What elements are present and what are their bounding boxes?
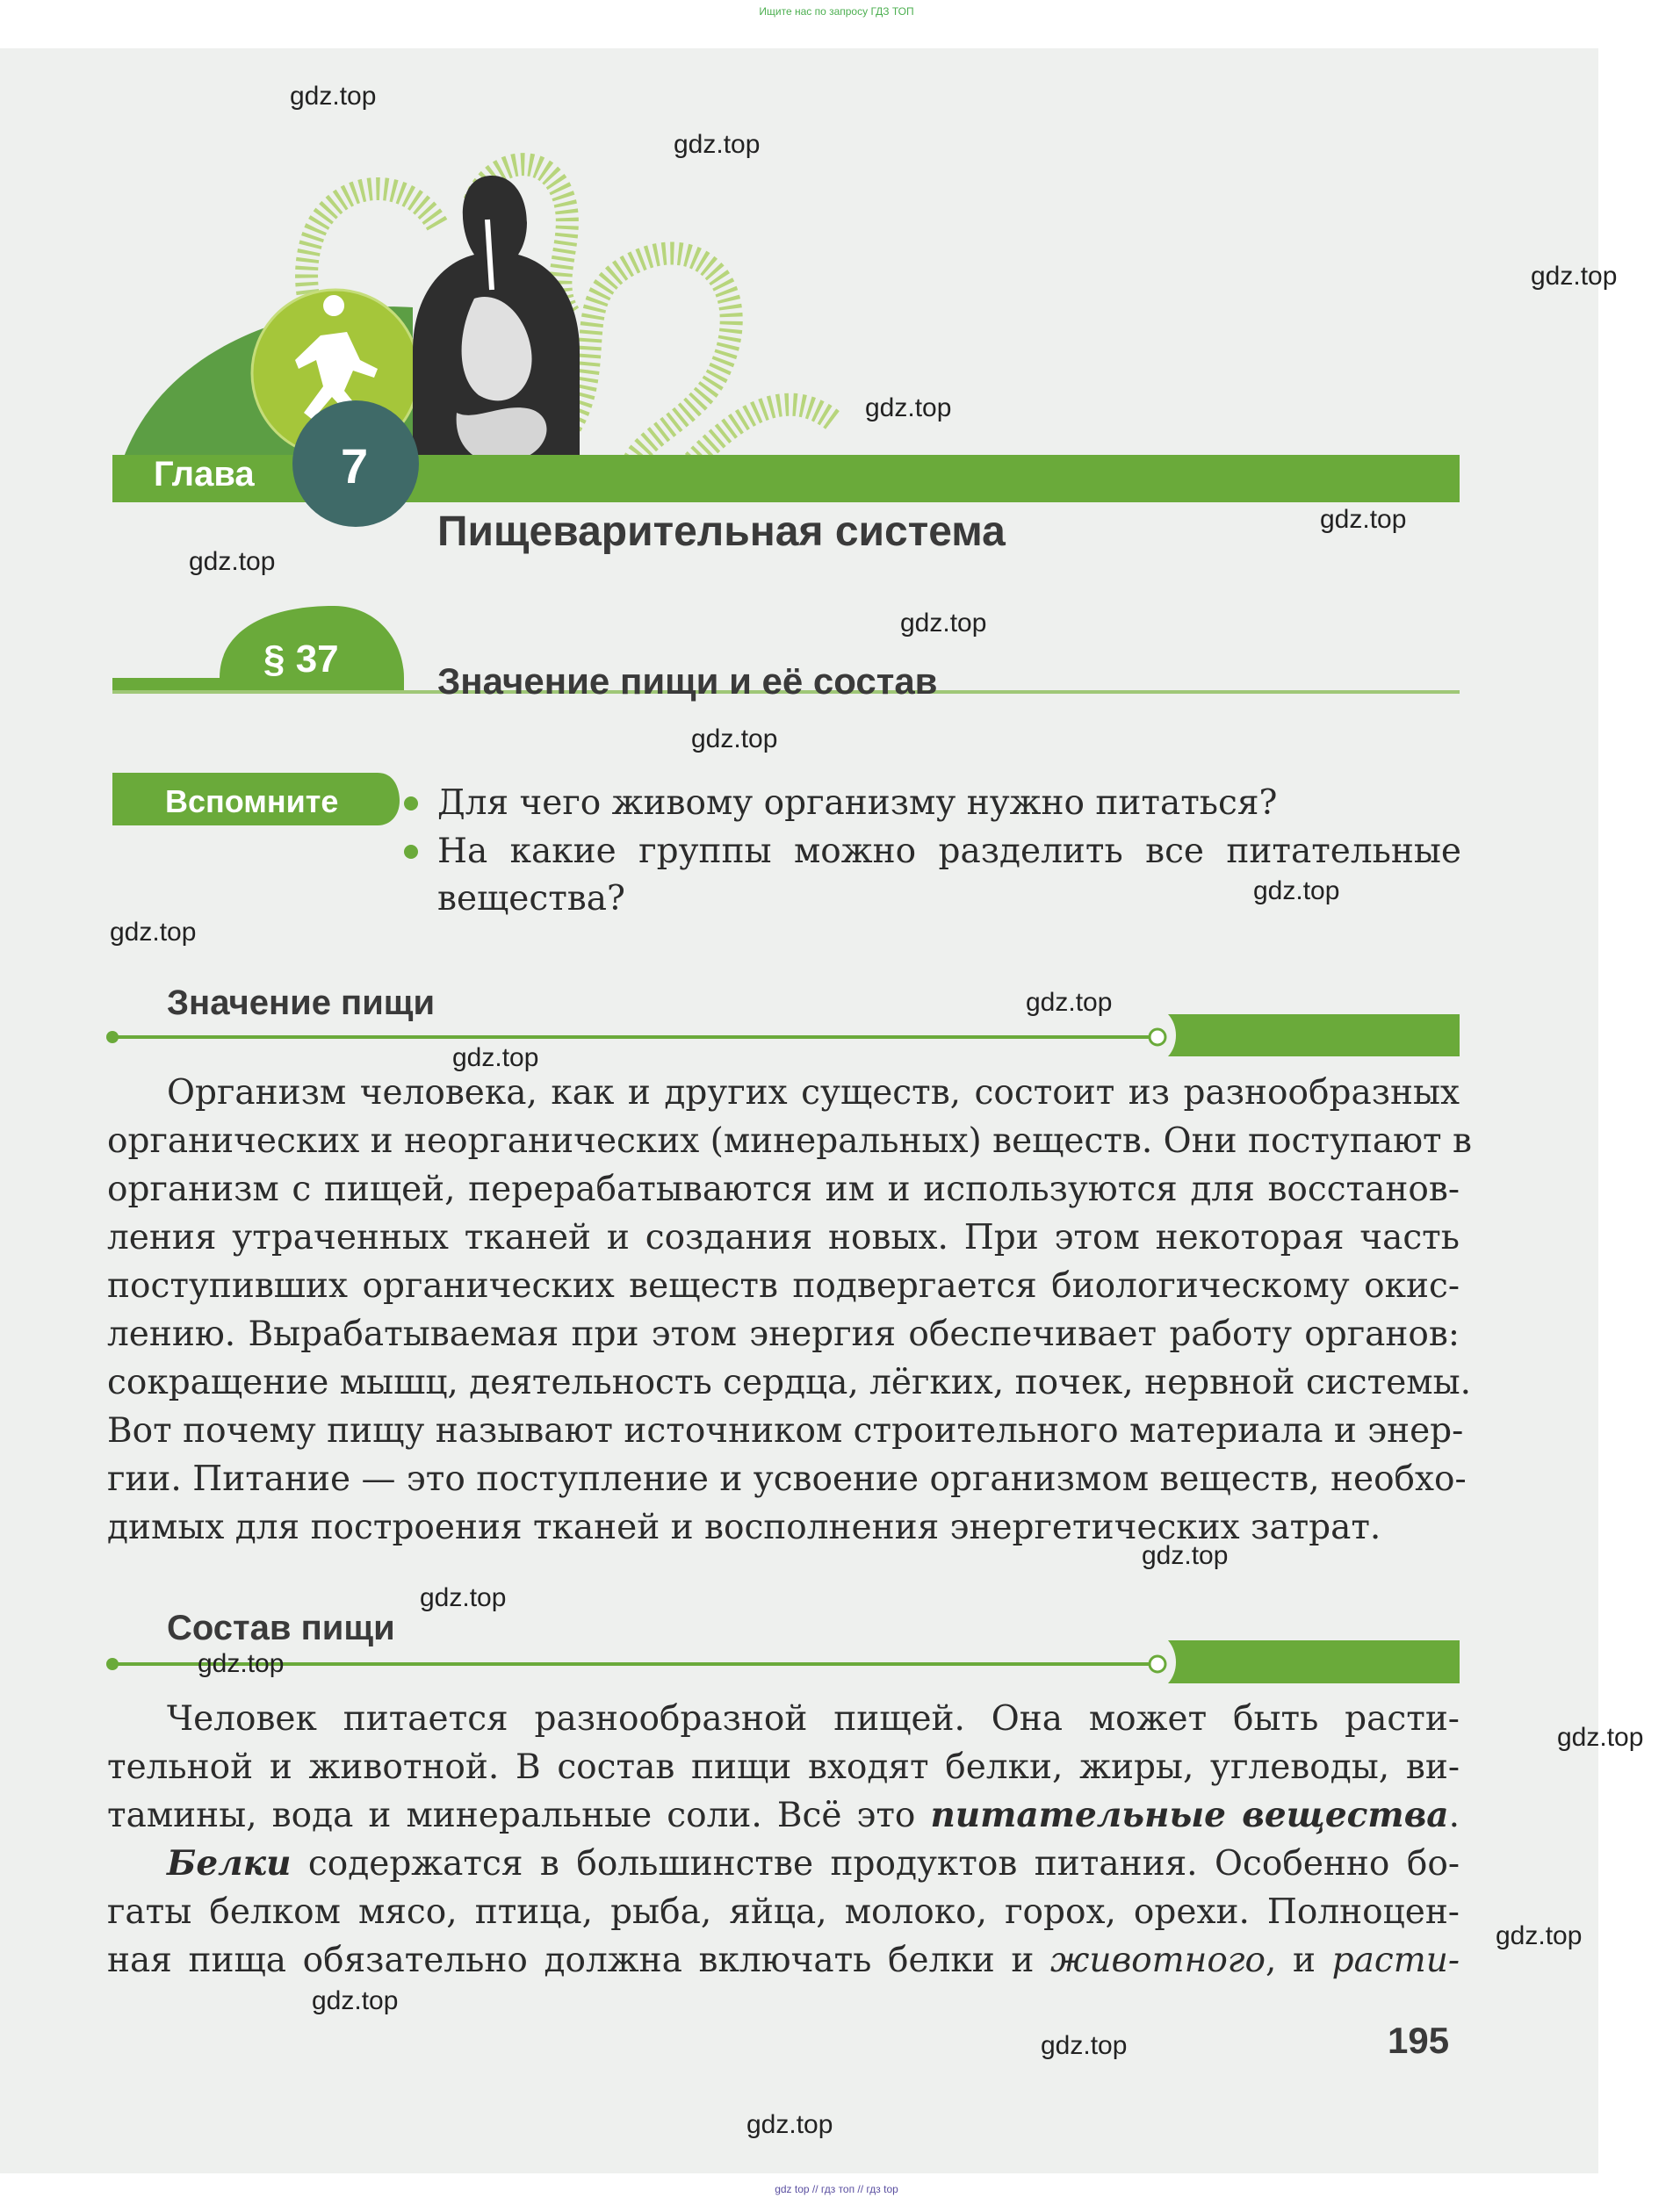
- watermark: gdz.top: [1320, 505, 1407, 534]
- text-line: гаты белком мясо, птица, рыба, яйца, молоко, горох, орехи. Полноцен-: [107, 1892, 1460, 1932]
- paragraph-number: § 37: [263, 638, 339, 681]
- watermark: gdz.top: [1142, 1541, 1229, 1570]
- text-span: .: [1448, 1796, 1460, 1835]
- recall-question-2: На какие группы можно разделить все питательные: [437, 832, 1461, 871]
- term-nutrients: питательные вещества: [930, 1795, 1449, 1835]
- chapter-label: Глава: [154, 455, 255, 494]
- watermark: gdz.top: [691, 724, 778, 753]
- watermark: gdz.top: [1531, 262, 1618, 291]
- watermark: gdz.top: [900, 609, 987, 638]
- chapter-title: Пищеварительная система: [437, 508, 1006, 555]
- text-line: тельной и животной. В состав пищи входят белки, жиры, углеводы, ви-: [107, 1747, 1460, 1787]
- recall-question-2-cont: вещества?: [437, 879, 625, 919]
- text-line: ления утраченных тканей и создания новых. При этом некоторая часть: [107, 1218, 1460, 1257]
- section-heading-composition: Состав пищи: [167, 1609, 395, 1647]
- watermark: gdz.top: [865, 393, 952, 422]
- text-line: [167, 1840, 1460, 1888]
- watermark: gdz.top: [110, 918, 197, 947]
- term-animal: животного: [1050, 1941, 1266, 1980]
- watermark: gdz.top: [290, 82, 377, 111]
- text-line: димых для построения тканей и восполнения энергетических затрат.: [107, 1508, 1381, 1547]
- text-line: Вот почему пищу называют источником строительного материала и энер-: [107, 1411, 1464, 1451]
- chapter-number: 7: [341, 438, 369, 494]
- watermark: gdz.top: [1041, 2031, 1128, 2060]
- watermark: gdz.top: [312, 1986, 399, 2015]
- watermark: gdz.top: [198, 1649, 285, 1678]
- watermark: gdz.top: [746, 2110, 833, 2139]
- recall-bullet-2: [404, 845, 418, 859]
- text-line: органических и неорганических (минеральных) веществ. Они поступают в: [107, 1121, 1472, 1161]
- watermark: gdz.top: [1253, 876, 1340, 905]
- text-span: , и: [1266, 1941, 1332, 1980]
- watermark: gdz.top: [1557, 1723, 1644, 1752]
- text-line: гии. Питание — это поступление и усвоение организмом веществ, необхо-: [107, 1459, 1467, 1499]
- text-span: ная пища обязательно должна включать белки и: [107, 1941, 1051, 1980]
- recall-question-1: Для чего живому организму нужно питаться?: [437, 783, 1278, 823]
- section-heading-importance: Значение пищи: [167, 984, 436, 1022]
- recall-bullet-1: [404, 796, 418, 811]
- watermark: gdz.top: [420, 1583, 507, 1612]
- watermark: gdz.top: [452, 1043, 539, 1072]
- text-line: лению. Вырабатываемая при этом энергия обеспечивает работу органов:: [107, 1315, 1460, 1354]
- text-span: тамины, вода и минеральные соли. Всё это: [107, 1796, 931, 1835]
- watermark: gdz.top: [1026, 988, 1113, 1017]
- text-line: сокращение мышц, деятельность сердца, лёгких, почек, нервной системы.: [107, 1363, 1472, 1402]
- page-number: 195: [1388, 2020, 1450, 2061]
- recall-label: Вспомните: [165, 783, 339, 819]
- text-line: Организм человека, как и других существ, состоит из разнообразных: [167, 1073, 1460, 1113]
- text-line: [107, 1936, 1460, 1985]
- watermark: gdz.top: [189, 547, 276, 576]
- paragraph-title: Значение пищи и её состав: [437, 660, 938, 702]
- term-plant: расти-: [1331, 1941, 1460, 1980]
- watermark: gdz.top: [674, 130, 761, 159]
- text-line: поступивших органических веществ подвергается биологическому окис-: [107, 1266, 1460, 1306]
- text-line: [107, 1791, 1460, 1840]
- term-proteins: Белки: [167, 1843, 292, 1884]
- text-line: Человек питается разнообразной пищей. Она может быть расти-: [167, 1699, 1460, 1739]
- watermark: gdz.top: [1496, 1921, 1583, 1950]
- header-note: Ищите нас по запросу ГДЗ ТОП: [759, 5, 914, 18]
- text-span: содержатся в большинстве продуктов питания. Особенно бо-: [291, 1844, 1460, 1884]
- text-line: организм с пищей, перерабатываются им и используются для восстанов-: [107, 1170, 1460, 1209]
- footer-note: gdz top // гдз топ // гдз top: [775, 2183, 898, 2195]
